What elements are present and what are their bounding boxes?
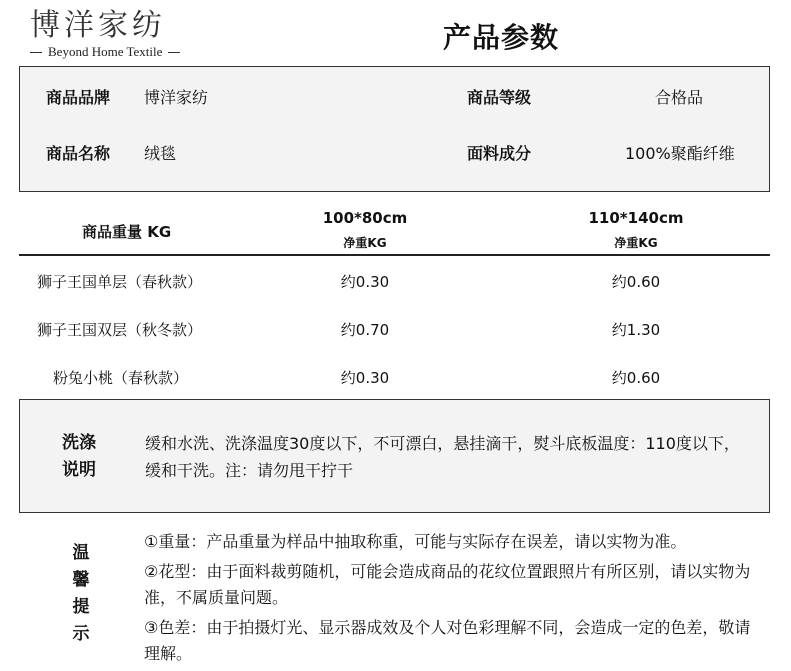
tip-weight: ①重量：产品重量为样品中抽取称重，可能与实际存在误差，请以实物为准。 xyxy=(144,532,687,551)
tip-pattern: ②花型：由于面料裁剪随机，可能会造成商品的花纹位置跟照片有所区别，请以实物为准，不属质量问题。 xyxy=(144,562,751,607)
table-cell-weight: 约0.60 xyxy=(611,273,661,291)
weight-table xyxy=(19,204,770,398)
logo-subtext: Beyond Home Textile xyxy=(48,44,163,59)
fabric-label: 面料成分 xyxy=(467,144,532,163)
table-cell-weight: 约0.60 xyxy=(611,369,661,387)
tip-color-difference: ③色差：由于拍摄灯光、显示器成效及个人对色彩理解不同，会造成一定的色差，敬请理解。 xyxy=(144,618,751,663)
brand-logo xyxy=(30,8,190,60)
tips-label-char: 温 xyxy=(72,543,90,563)
table-row-name: 粉兔小桃（春秋款） xyxy=(53,369,189,387)
washing-label-line2: 说明 xyxy=(62,460,96,480)
tips-label-char: 馨 xyxy=(72,570,90,590)
page-title: 产品参数 xyxy=(443,21,560,54)
product-info-panel xyxy=(19,66,770,192)
washing-instructions-panel xyxy=(19,399,770,513)
logo-text: 博洋家纺 xyxy=(30,8,166,43)
table-header-divider xyxy=(19,254,770,256)
logo-dash-right xyxy=(168,52,180,53)
brand-value: 博洋家纺 xyxy=(144,88,209,107)
weight-row-header: 商品重量 KG xyxy=(82,223,172,241)
grade-value: 合格品 xyxy=(655,88,704,107)
table-row-name: 狮子王国单层（春秋款） xyxy=(37,273,203,291)
grade-label: 商品等级 xyxy=(467,88,532,107)
table-cell-weight: 约0.70 xyxy=(340,321,390,339)
product-name-value: 绒毯 xyxy=(144,144,177,163)
tips-label-char: 示 xyxy=(72,624,90,644)
product-name-label: 商品名称 xyxy=(46,144,111,163)
brand-label: 商品品牌 xyxy=(46,88,111,107)
tips-label-char: 提 xyxy=(72,597,90,617)
column-header-size: 110*140cm xyxy=(588,209,684,227)
tips-label xyxy=(70,540,92,648)
fabric-value: 100%聚酯纤维 xyxy=(625,144,735,163)
logo-dash-left xyxy=(30,52,42,53)
table-cell-weight: 约0.30 xyxy=(340,273,390,291)
table-cell-weight: 约0.30 xyxy=(340,369,390,387)
column-header-size: 100*80cm xyxy=(322,209,408,227)
column-header-net-weight: 净重KG xyxy=(343,236,387,250)
logo-subtext-row xyxy=(30,44,190,60)
washing-label-line1: 洗涤 xyxy=(62,433,96,453)
column-header-net-weight: 净重KG xyxy=(614,236,658,250)
washing-label xyxy=(62,430,96,484)
tips-list xyxy=(144,529,764,671)
washing-text: 缓和水洗、洗涤温度30度以下，不可漂白，悬挂滴干，熨斗底板温度：110度以下，缓和干洗。注：请勿甩干拧干 xyxy=(145,434,740,480)
table-row-name: 狮子王国双层（秋冬款） xyxy=(37,321,203,339)
table-cell-weight: 约1.30 xyxy=(611,321,661,339)
